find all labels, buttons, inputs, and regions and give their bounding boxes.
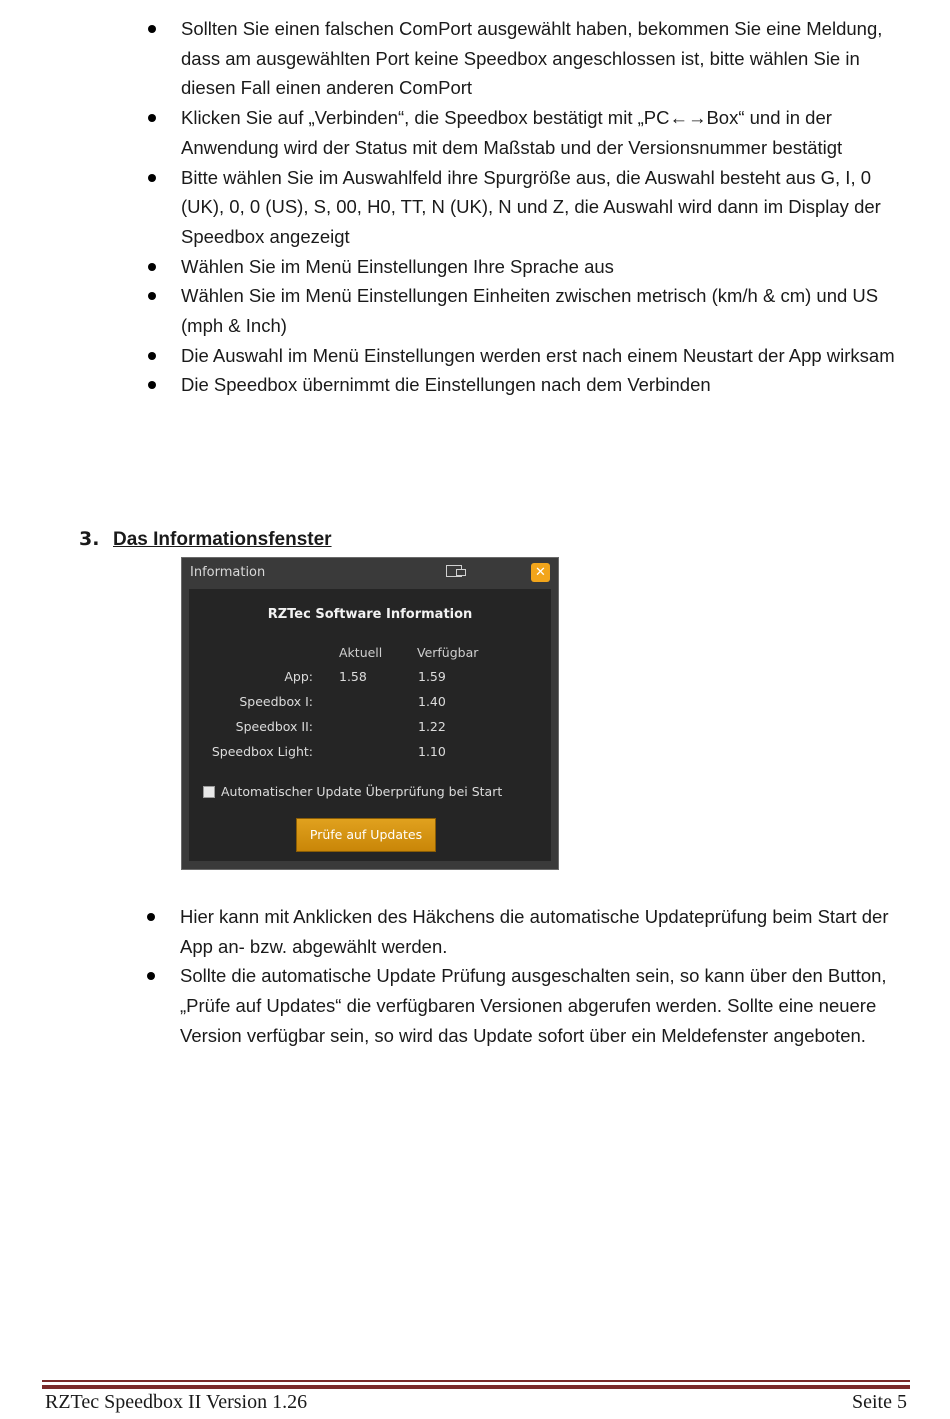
- list-item: Klicken Sie auf „Verbinden“, die Speedbox bestätigt mit „PC←→Box“ und in der Anwendung wird der Status mit dem Maßstab und der Versionsnummer bestätigt: [181, 103, 911, 162]
- speedbox-i-available-version: 1.40: [418, 694, 446, 709]
- footer-rule-thick: [42, 1385, 910, 1389]
- window-content: [189, 589, 551, 861]
- footer-page-number: Seite 5: [852, 1391, 907, 1413]
- restore-icon[interactable]: [446, 565, 462, 577]
- list-item: Die Speedbox übernimmt die Einstellungen nach dem Verbinden: [181, 370, 911, 400]
- list-item: Wählen Sie im Menü Einstellungen Ihre Sprache aus: [181, 252, 911, 282]
- column-header-available: Verfügbar: [417, 645, 479, 660]
- window-title: Information: [190, 565, 266, 580]
- auto-update-checkbox-label[interactable]: Automatischer Update Überprüfung bei Start: [221, 784, 503, 799]
- row-label-app: App:: [284, 669, 313, 684]
- app-current-version: 1.58: [339, 669, 367, 684]
- section-title: Das Informationsfenster: [113, 529, 332, 550]
- information-window: [181, 557, 559, 870]
- column-header-current: Aktuell: [339, 645, 383, 660]
- list-item: Wählen Sie im Menü Einstellungen Einheiten zwischen metrisch (km/h & cm) und US (mph & Inch): [181, 281, 911, 340]
- list-item: Sollte die automatische Update Prüfung ausgeschalten sein, so kann über den Button, „Prüfe auf Updates“ die verfügbaren Versionen abgerufen werden. Sollte eine neuere Version verfügbar sein, so wird das Update sofort über ein Meldefenster angeboten.: [180, 961, 915, 1050]
- section-heading: [79, 528, 332, 551]
- speedbox-ii-available-version: 1.22: [418, 719, 446, 734]
- auto-update-checkbox[interactable]: [203, 786, 215, 798]
- check-updates-button[interactable]: Prüfe auf Updates: [296, 818, 436, 852]
- close-button[interactable]: ✕: [531, 563, 550, 582]
- footer-rule: [42, 1380, 910, 1382]
- footer-document-title: RZTec Speedbox II Version 1.26: [45, 1391, 308, 1413]
- instruction-list: [181, 14, 911, 400]
- software-info-heading: RZTec Software Information: [267, 607, 473, 622]
- list-item: Sollten Sie einen falschen ComPort ausgewählt haben, bekommen Sie eine Meldung, dass am ausgewählten Port keine Speedbox angeschlossen ist, bitte wählen Sie in diesen Fall einen anderen ComPort: [181, 14, 911, 103]
- app-available-version: 1.59: [418, 669, 446, 684]
- list-item: Bitte wählen Sie im Auswahlfeld ihre Spurgröße aus, die Auswahl besteht aus G, I, 0 (UK), 0, 0 (US), S, 00, H0, TT, N (UK), N und Z, die Auswahl wird dann im Display der Speedbox angezeigt: [181, 163, 911, 252]
- speedbox-light-available-version: 1.10: [418, 744, 446, 759]
- list-item: Hier kann mit Anklicken des Häkchens die automatische Updateprüfung beim Start der App an- bzw. abgewählt werden.: [180, 902, 915, 961]
- explanation-list: [180, 902, 915, 1051]
- list-item: Die Auswahl im Menü Einstellungen werden erst nach einem Neustart der App wirksam: [181, 341, 911, 371]
- row-label-speedbox-light: Speedbox Light:: [211, 744, 313, 759]
- section-number: 3.: [79, 528, 100, 550]
- row-label-speedbox-ii: Speedbox II:: [235, 719, 313, 734]
- row-label-speedbox-i: Speedbox I:: [239, 694, 313, 709]
